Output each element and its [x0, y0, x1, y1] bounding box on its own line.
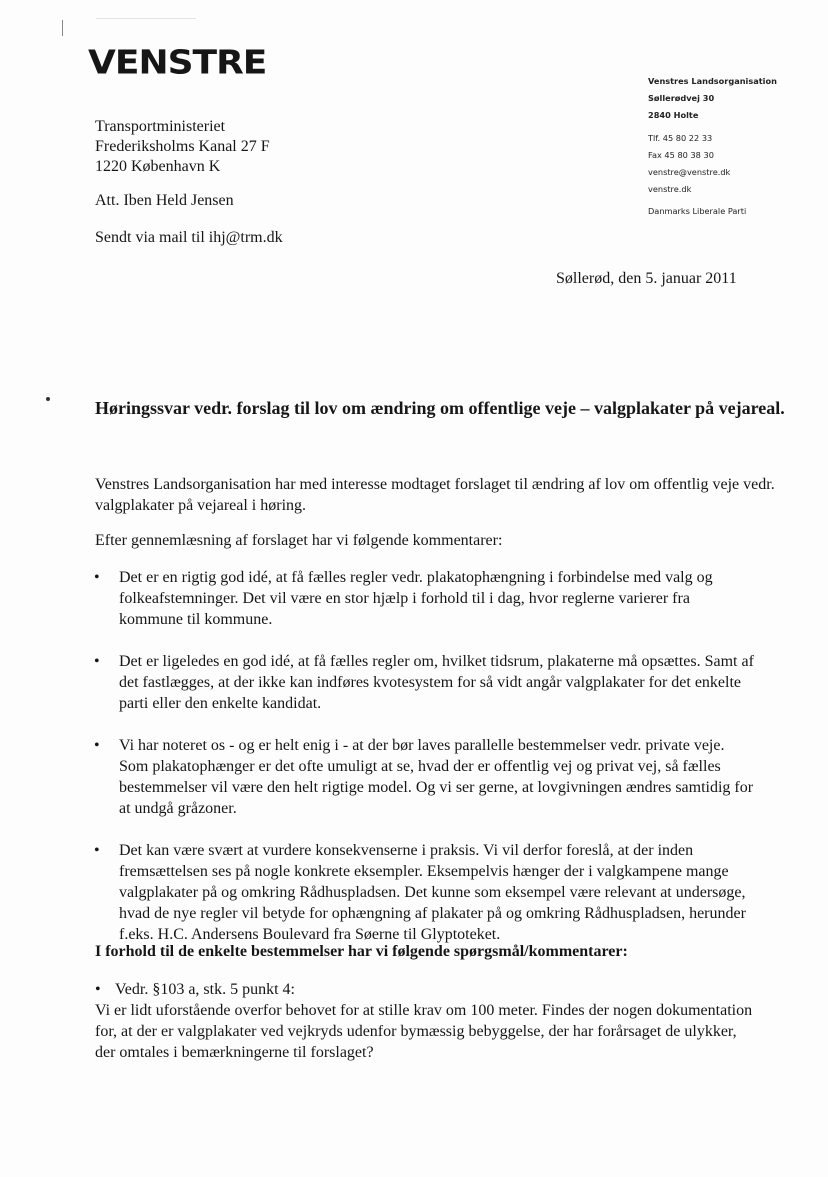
recipient-name: Transportministeriet: [95, 118, 226, 135]
sender-street: Søllerødvej 30: [648, 93, 715, 103]
sender-party: Danmarks Liberale Parti: [648, 206, 747, 216]
venstre-logo: VENSTRE: [88, 44, 267, 82]
sender-phone: Tlf. 45 80 22 33: [648, 133, 713, 143]
sender-fax: Fax 45 80 38 30: [648, 150, 714, 160]
comment-item: • Det kan være svært at vurdere konsekvenserne i praksis. Vi vil derfor foreslå, at der inden fremsættelsen ses på nogle konkrete eksempler. Eksempelvis hænger der i valgkampene mange valgplakater på og omkring Rådhuspladsen. Det kunne som eksempel være relevant at undersøge, hvad de nye regler vil betyde for ophængning af plakater på og omkring Rådhuspladsen, herunder f.eks. H.C. Andersens Boulevard fra Søerne til Glyptoteket.: [94, 840, 754, 945]
intro-paragraph: Venstres Landsorganisation har med interesse modtaget forslaget til ændring af lov om offentlig veje vedr. valgplakater på vejareal i høring.: [95, 476, 775, 514]
sender-email: venstre@venstre.dk: [648, 167, 731, 177]
lead-in-paragraph: Efter gennemlæsning af forslaget har vi følgende kommentarer:: [95, 532, 503, 549]
sent-via-line: Sendt via mail til ihj@trm.dk: [95, 229, 283, 246]
recipient-city: 1220 København K: [95, 158, 221, 175]
recipient-address: [95, 117, 270, 177]
sender-city: 2840 Holte: [648, 110, 699, 120]
sender-web: venstre.dk: [648, 184, 692, 194]
letter-subject: Høringssvar vedr. forslag til lov om ændring om offentlige veje – valgplakater på vejareal.: [95, 398, 785, 418]
sender-address-block: [648, 73, 818, 220]
date-line: Søllerød, den 5. januar 2011: [556, 270, 737, 287]
section-heading: I forhold til de enkelte bestemmelser har vi følgende spørgsmål/kommentarer:: [95, 943, 628, 960]
scan-artifact-line: [96, 18, 196, 19]
comment-item: • Vi har noteret os - og er helt enig i - at der bør laves parallelle bestemmelser vedr. private veje. Som plakatophænger er det ofte umuligt at se, hvad der er offentlig vej og privat vej, så fælles bestemmelser vil være den helt rigtige model. Og vi ser gerne, at lovgivningen ændres samtidig for at undgå gråzoner.: [94, 735, 754, 819]
attention-line: Att. Iben Held Jensen: [95, 192, 234, 209]
comments-list: [94, 567, 754, 945]
scan-artifact-tick: [62, 20, 63, 36]
provision-heading-text: Vedr. §103 a, stk. 5 punkt 4:: [115, 981, 295, 998]
comment-item: • Det er ligeledes en god idé, at få fælles regler om, hvilket tidsrum, plakaterne må opsættes. Samt af det fastlægges, at der ikke kan indføres kvotesystem for så vidt angår valgplakater for det enkelte parti eller den enkelte kandidat.: [94, 651, 754, 714]
comment-item: • Det er en rigtig god idé, at få fælles regler vedr. plakatophængning i forbindelse med valg og folkeafstemninger. Det vil være en stor hjælp i forhold til i dag, hvor reglerne varierer fra kommune til kommune.: [94, 567, 754, 630]
sender-org-name: Venstres Landsorganisation: [648, 76, 777, 86]
recipient-street: Frederiksholms Kanal 27 F: [95, 138, 270, 155]
bullet-mark: •: [95, 981, 101, 998]
provision-heading: [95, 981, 295, 999]
provision-comment: Vi er lidt uforstående overfor behovet for at stille krav om 100 meter. Findes der nogen dokumentation for, at der er valgplakater ved vejkryds udenfor bymæssig bebyggelse, der har forårsaget de ulykker, der omtales i bemærkningerne til forslaget?: [95, 1002, 753, 1061]
margin-dot: [46, 397, 50, 401]
